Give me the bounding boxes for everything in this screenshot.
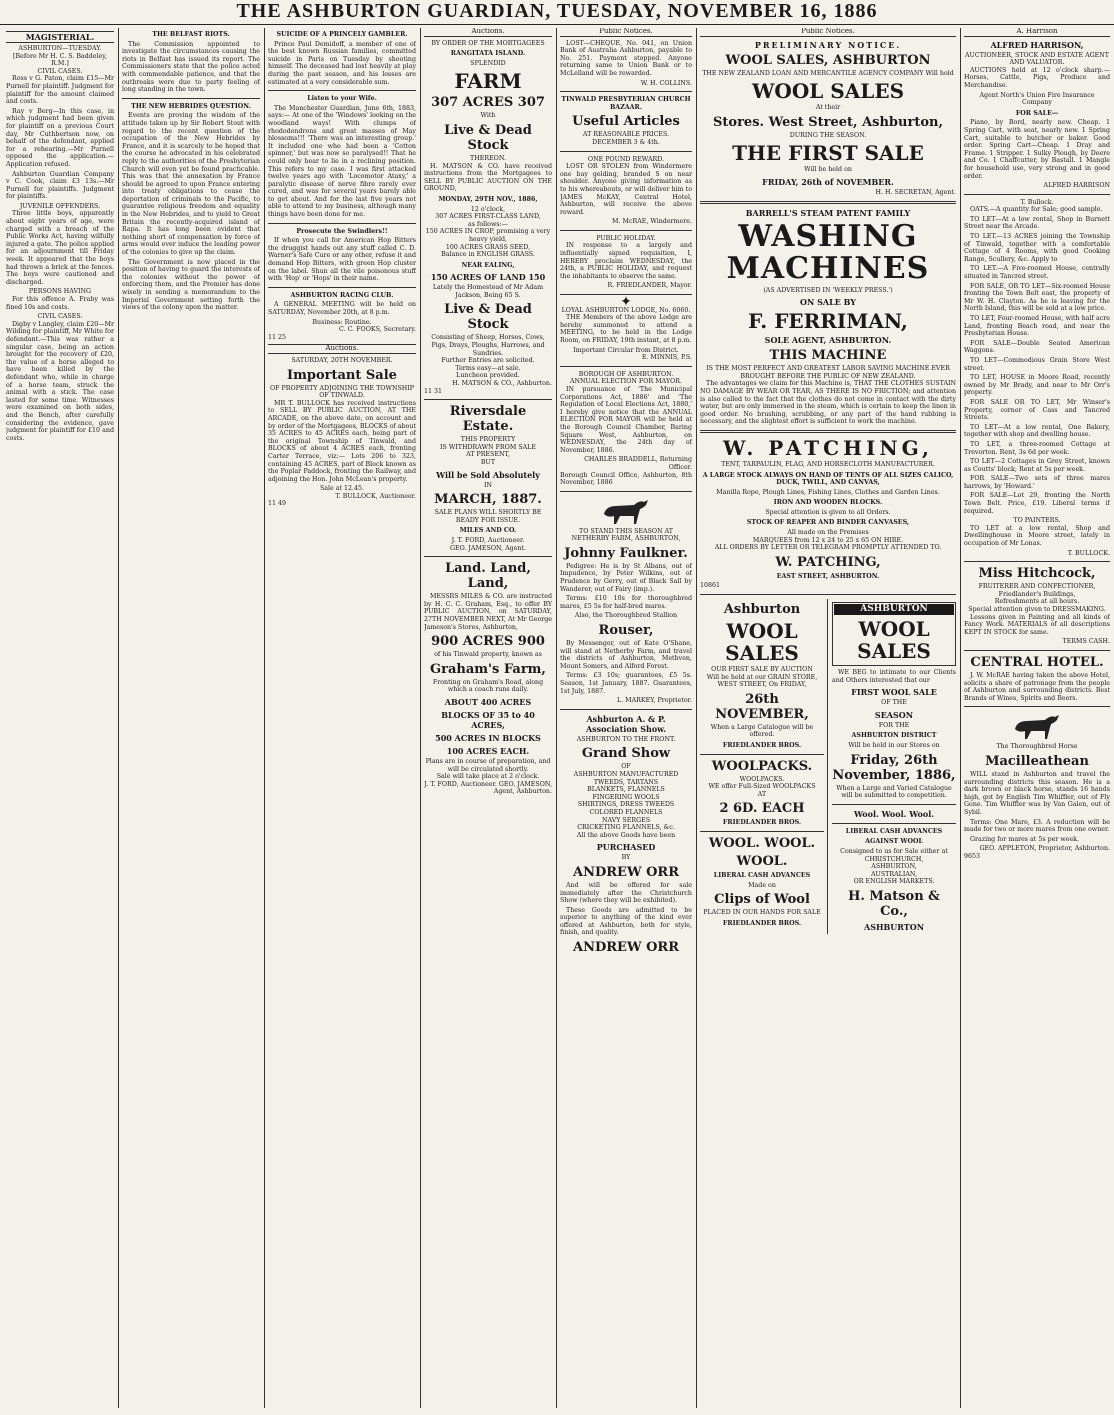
goods-item: SHIRTINGS, DRESS TWEEDS [577, 801, 675, 809]
signature: R. FRIEDLANDER, Mayor. [607, 282, 692, 290]
district: ASHBURTON DISTRICT [851, 732, 937, 740]
live-dead-stock: Live & Dead Stock [444, 122, 532, 153]
agent: Agent North's Union Fire Insurance Company [979, 91, 1095, 107]
rouser-heading: Rouser, [598, 623, 654, 639]
during: DURING THE SEASON. [789, 131, 867, 139]
racing-signature: C. C. FOOKS, Secretary. [338, 326, 416, 334]
paragraph: Pedigree: He is by St Albans, out of Impudence, by Peter Wilkins, out of Prudence by Gerry, out of Black Sall by Wanderer, out of Fairy (imp.). [560, 562, 692, 593]
friedlander: FRIEDLANDER BROS. [722, 819, 802, 827]
goods-item: FINGERING WOOLS [592, 793, 660, 801]
special: Special attention is given to all Orders. [765, 508, 891, 516]
this-machine: THIS MACHINE [769, 348, 887, 364]
further: Further Entries are solicited. [441, 357, 535, 365]
classified-item: FOR SALE—Two sets of three mares harrows, by 'Howard.' [964, 475, 1110, 490]
manufactured: ASHBURTON MANUFACTURED [573, 770, 679, 778]
luncheon: Luncheon provided. [456, 372, 520, 380]
balance: Balance in ENGLISH GRASS. [441, 251, 535, 259]
signature: GEO. APPLETON, Proprietor, Ashburton. [979, 845, 1110, 853]
paragraph: MR T. BULLOCK has received instructions to SELL BY PUBLIC AUCTION, AT THE ARCADE, on the above date, on account and by order of the Mortgagees, BLOCKS of about 35 ACRES to 45 ACRES each, being part of the original Township of Tinwald, and BLOCKS of about 4 ACRES each, fronting Carter Terrace, viz:— Lots 206 to 323, containing 45 ACRES, part of Block known as the Poplar Paddock, fronting the Railway, and adjoining the Hon. John McLean's property. [268, 399, 416, 483]
paragraph: The advantages we claim for this Machine is, THAT THE CLOTHES SUSTAIN NO DAMAGE BY WEAR OR TEAR, AS THERE IS NO FRICTION; and attention is also called to the fact that the clothes do not come in contact with the dirty water, but are only immersed in the steam, which is certain to keep the linen in good order. No brushing, scrubbing, or any part of the hand rubbing is necessary, and the slightest effort is sufficient to work the machine. [700, 380, 956, 426]
lot: 307 ACRES FIRST-CLASS LAND, [435, 213, 541, 221]
fruiterer: FRUITERER AND CONFECTIONER, Friedlander's Buildings, [978, 583, 1096, 598]
at-their: At their [815, 104, 841, 112]
central-hotel: CENTRAL HOTEL. [970, 654, 1104, 670]
paragraph: By Messenger, out of Kate O'Shane, will stand at Netherby Farm, and travel the districts of Ashburton, Methven, Mount Somers, and Alford Forest. [560, 640, 692, 670]
paragraph: Ross v G. Paton, claim £15—Mr Purnell for plaintiff. Judgment for plaintiff for the amount claimed and costs. [6, 75, 114, 106]
wool-sales: WOOL SALES [857, 617, 931, 664]
column-divider [556, 28, 557, 1408]
macilleathean: Macilleathean [985, 753, 1089, 769]
catalogue: When a Large Catalogue will be offered. [710, 723, 814, 739]
christchurch: CHRISTCHURCH, [864, 855, 924, 863]
paragraph: Three little boys, apparently about eight years of age, were charged with a breach of the Public Works Act, having wilfully injured a gate. The police applied for an adjournment till Friday week. It appeared that the boys had thrown a brick at the fences. The boys were cautioned and discharged. [6, 210, 114, 286]
paragraph: A GENERAL MEETING will be held on SATURDAY, November 20th, at 8 p.m. [268, 301, 416, 316]
grahams-farm: Graham's Farm, [430, 661, 546, 677]
column-magisterial [6, 28, 114, 1408]
on-sale-by: ON SALE BY [800, 297, 856, 308]
civil-cases-heading: CIVIL CASES. [37, 67, 83, 75]
public-notices-heading: Public Notices. [560, 28, 692, 37]
column-divider [264, 28, 265, 1408]
placed: PLACED IN OUR HANDS FOR SALE [703, 909, 821, 917]
section-heading: Listen to your Wife. [307, 95, 377, 103]
goods-item: TWEEDS, TARTANS [593, 778, 659, 786]
plans: Plans are in course of preparation, and will be circulated shortly. [425, 757, 551, 773]
paragraph: Terms: £3 10s; guarantees, £5 5s. Season, 1st January, 1887. Guarantees, 1st July, 1887. [560, 672, 692, 695]
goods-item: CRICKETING FLANNELS, &c. [577, 824, 675, 832]
held-on: Will be held on [804, 166, 852, 174]
patching-heading: W. PATCHING, [723, 435, 933, 460]
paragraph: LOST OR STOLEN from Windermere one bay gelding, branded S on near shoulder. Anyone giving information as to his whereabouts, or will deliver him to JAMES McKAY, Central Hotel, Ashburton, will receive the above reward. [560, 163, 692, 216]
holiday-heading: PUBLIC HOLIDAY. [596, 234, 656, 242]
hitchcock-heading: Miss Hitchcock, [978, 566, 1096, 582]
signature: M. McRAE, Windermere. [612, 218, 692, 226]
blocks: BLOCKS OF 35 to 40 ACRES, [441, 709, 535, 730]
patching-items: Manilla Rope, Plough Lines, Fishing Lines, Clothes and Garden Lines. [716, 488, 940, 496]
above: All the above Goods have been [576, 831, 676, 839]
andrew-orr: ANDREW ORR [572, 940, 679, 956]
sale-place: Sale will take place at 2 o'clock. [436, 773, 540, 781]
section-heading: THE NEW HEBRIDES QUESTION. [131, 102, 251, 110]
held-stores: Will be held in our Stores on [848, 742, 940, 749]
withdrawn: IS WITHDRAWN FROM SALE [440, 443, 536, 451]
advertised: (AS ADVERTISED IN 'WEEKLY PRESS.') [763, 286, 893, 294]
signature: ALFRED HARRISON [1043, 182, 1110, 190]
sold-absolutely: Will be Sold Absolutely [436, 469, 540, 480]
election-heading: ANNUAL ELECTION FOR MAYOR. [569, 378, 683, 386]
bazaar-heading: TINWALD PRESBYTERIAN CHURCH BAZAAR. [561, 96, 691, 111]
classified-item: FOR SALE OR TO LET, Mr Winser's Property, corner of Cass and Tancred Streets. [964, 398, 1110, 422]
borough-heading: BOROUGH OF ASHBURTON. [578, 370, 674, 378]
paragraph: The Government is now placed in the position of having to guard the interests of the colonies without the power of enforcing them, and the Premier has done wisely in sending a memorandum to the Imperial Government setting forth the views of the colony upon the matter. [122, 258, 260, 312]
wool-sales: WOOL SALES [725, 619, 799, 666]
paragraph: H. MATSON & CO. have received instructions from the Mortgagees to SELL BY PUBLIC AUCTION ON THE GROUND, [424, 162, 552, 193]
marquees: MARQUEES from 12 x 24 to 25 x 65 ON HIRE. [752, 536, 904, 544]
paragraph: MESSRS MILES & CO. are instructed by H. C. C. Graham, Esq., to offer BY PUBLIC AUCTION, on SATURDAY, 27TH NOVEMBER NEXT, At Mr George Jameson's Stores, Ashburton, [424, 593, 552, 631]
clips: Clips of Wool [714, 892, 810, 908]
east-street: EAST STREET, ASHBURTON. [776, 572, 880, 580]
sale-date: MONDAY, 29TH NOV., 1886, [438, 195, 538, 203]
acres-100: 100 ACRES EACH. [446, 745, 530, 756]
wool-wool-wool: Wool. Wool. Wool. [853, 808, 935, 819]
reward-heading: ONE POUND REWARD. [587, 155, 665, 163]
column-auctions [424, 28, 552, 1408]
about-400: ABOUT 400 ACRES [444, 696, 532, 707]
masthead-rule [0, 24, 1114, 25]
miles-and-co: MILES AND CO. [459, 527, 517, 535]
friedlander: FRIEDLANDER BROS. [722, 919, 802, 927]
paragraph: IN pursuance of 'The Municipal Corporations Act, 1886' and 'The Regulation of Local Elections Act, 1880,' I hereby give notice that the ANNUAL ELECTION FOR MAYOR will be held at the Borough Council Chamber, Baring Square West, Ashburton, on WEDNESDAY, the 24th day of November, 1886. [560, 385, 692, 454]
paragraph: The Manchester Guardian, June 6th, 1883, says:— At one of the 'Windows' looking on the woodland ways! With clumps of rhododendrons and great masses of May blossoms!!! 'There was an interesting group.' It included one who had been a 'Cotton spinner,' but was now so paralysed!! That he could only bear to lie in a reclining position. This refers to my case. I was first attacked twelve years ago with 'Locomotor Ataxy,' a paralytic disease of nerve fibre rarely ever cured, and was for several years barely able to get about. And for the last five years not able to attend to my business, although many things have been done for me. [268, 104, 416, 219]
sale-date: SATURDAY, 20TH NOVEMBER. [291, 356, 393, 364]
column-divider [420, 28, 421, 1408]
classified-item: TO LET—2 Cottages in Grey Street, known as Coutts' block; Rent at 5s per week. [964, 458, 1110, 473]
at: AT [757, 790, 767, 798]
classified-item: OATS.—A quantity for Sale; good sample. [970, 206, 1103, 214]
paragraph: Prince Paul Demidoff, a member of one of the best known Russian families, committed suicide in Paris on Tuesday by shooting himself. The deceased had lost heavily at play during the past season, and his losses are estimated at a very considerable sum. [268, 40, 416, 86]
section-heading: THE BELFAST RIOTS. [152, 31, 230, 38]
classified-item: TO LET, HOUSE in Moore Road, recently owned by Mr Brady, and near to Mr Orr's property. [964, 374, 1110, 397]
consigned: Consigned to us for Sale either at [840, 847, 948, 855]
paragraph: Piano, by Bord, nearly new. Cheap. 1 Spring Cart, with seat, nearly new. 1 Spring Cart, suitable to butcher or baker. Good order. Spring Cart—Cheap. 1 Dray and Frame. 1 Stripper. 1 Sulky Plough, by Deere and Co. 1 Chaffcutter, by Bastall. 1 Mangle for household use, very strong and in good order. [964, 119, 1110, 180]
splendid: SPLENDID [470, 59, 506, 67]
column-classifieds [964, 28, 1110, 1408]
paragraph: Terms: £10 10s for thoroughbred mares, £5 5s for half-bred mares. [560, 595, 692, 610]
terms-cash: TERMS CASH. [1062, 638, 1110, 646]
of-property: OF PROPERTY ADJOINING THE TOWNSHIP OF TINWALD. [270, 384, 414, 400]
near-ealing: NEAR EALING, [461, 261, 515, 269]
price: 2 6D. EACH [719, 801, 805, 817]
follows: as follows:— [468, 220, 508, 228]
section-heading: SUICIDE OF A PRINCELY GAMBLER. [276, 31, 408, 38]
signature: L. MARKEY, Proprietor. [616, 697, 692, 705]
column-divider [118, 28, 119, 1408]
dressmaking: Special attention given to DRESSMAKING. [968, 606, 1106, 613]
fronting: Fronting on Graham's Road, along which a coach runs daily. [432, 678, 544, 694]
against: AGAINST WOOL [865, 838, 923, 846]
column-divider [696, 28, 697, 1408]
paragraph: Events are proving the wisdom of the attitude taken up by Sir Robert Stout with regard to the recent question of the occupation of the New Hebrides by France, and it is scarcely to be hoped that the course he advocated in his celebrated reply to the authorities of the Presbyterian Church will even yet be found practicable. This was that the annexation by France should be agreed to upon France entering into treaty obligations to cease the deportation of criminals to the Pacific, to guarantee religious freedom and equality in the New Hebrides, and to yield to Great Britain the recently-acquired island of Rapa. It has long been evident that nothing short of compensation by force of arms would ever induce the leading power of the colonies to give up the claim. [122, 112, 260, 257]
rouser-also: Also, the Thoroughbred Stallion [574, 612, 678, 620]
riversdale-heading: Riversdale Estate. [449, 404, 527, 435]
classified-item: TO LET—At a low rental, One Bakery, together with shop and dwelling house. [964, 423, 1110, 439]
large-catalogue: When a Large and Varied Catalogue will be submitted to competition. [836, 784, 952, 800]
for-the: FOR THE [878, 721, 910, 729]
auctions-heading: Auctions. [424, 28, 552, 37]
racing-heading: ASHBURTON RACING CLUB. [290, 291, 394, 299]
paragraph: For this offence A. Fraby was fined 10s and costs. [6, 296, 114, 311]
harrison-name: ALFRED HARRISON, [990, 39, 1084, 50]
march-1887: MARCH, 1887. [434, 492, 542, 508]
horse-illustration [1007, 711, 1067, 741]
grand-show: Grand Show [581, 746, 671, 762]
we-offer: WE offer Full-Sized WOOLPACKS [708, 783, 816, 791]
company: THE NEW ZEALAND LOAN AND MERCANTILE AGENCY COMPANY Will hold [702, 69, 954, 77]
consisting: Consisting of Sheep, Horses, Cows, Pigs, Drays, Ploughs, Harrows, and Sundries. [431, 334, 545, 357]
column-public-notices [560, 28, 692, 1408]
column-wool-sales [700, 28, 956, 1408]
wool-sales: WOOL SALES [751, 79, 905, 104]
goods-item: NAVY SERGES [601, 816, 651, 824]
classified-item: FOR SALE, OR TO LET—Six-roomed House fronting the Town Belt east, the property of Mr W. H. Clayton. As he is leaving for the North Island, this will be sold at a low price. [964, 282, 1110, 313]
english: OR ENGLISH MARKETS. [853, 878, 935, 886]
prices: AT REASONABLE PRICES. [582, 131, 670, 139]
wool-wool: WOOL. WOOL. [708, 835, 816, 851]
live-dead-stock: Live & Dead Stock [444, 302, 532, 333]
stand-heading: TO STAND THIS SEASON AT NETHERBY FARM, ASHBURTON, [571, 527, 681, 543]
classified-item: TO LET, Four-roomed House, with half acre Land, fronting Beach road, and near the Presbyterian House. [964, 315, 1110, 338]
matson: H. Matson & Co., [848, 888, 940, 919]
with: With [480, 112, 496, 120]
of: OF [621, 763, 631, 771]
first-wool: FIRST WOOL SALE [851, 687, 937, 698]
made-on: Made on [748, 881, 776, 889]
paragraph: IN response to a largely and influentially signed requisition, I, HEREBY proclaim WEDNESDAY, the 24th, a PUBLIC HOLIDAY, and request the inhabitants to observe the same. [560, 242, 692, 280]
patching-stock: A LARGE STOCK ALWAYS ON HAND OF TENTS OF ALL SIZES CALICO, DUCK, TWILL, AND CANVAS, [702, 471, 954, 487]
signature: T. BULLOCK. [1067, 549, 1110, 557]
goods-item: COLORED FLANNELS [589, 808, 663, 816]
ad-number: 10861 [700, 582, 721, 590]
wool-sales-heading: WOOL SALES, ASHBURTON [725, 52, 931, 68]
stores: Stores. West Street, Ashburton, [713, 114, 943, 130]
iron-blocks: IRON AND WOODEN BLOCKS. [773, 499, 883, 507]
ad-number: 11 25 [268, 333, 287, 341]
paragraph: WE BEG to intimate to our Clients and Others interested that our [832, 669, 956, 684]
preliminary-notice: PRELIMINARY NOTICE. [754, 39, 902, 50]
horse-illustration [596, 496, 656, 526]
magisterial-heading: MAGISTERIAL. [6, 31, 114, 43]
paragraph: THE Members of the above Lodge are hereby summoned to attend a MEETING, to be held in the Lodge Room, on FRIDAY, 19th instant, at 8 p.m. [560, 314, 692, 344]
magisterial-subhead: ASHBURTON—TUESDAY. [18, 45, 102, 52]
useful-articles: Useful Articles [572, 114, 680, 130]
classified-item: TO LET—Commodious Grain Store West street. [964, 356, 1110, 372]
classified-item: FOR SALE—Lot 29, fronting the North Town Belt. Price, £19. Liberal terms if required. [964, 492, 1110, 515]
wool: WOOL. [736, 853, 788, 869]
paragraph: WILL stand in Ashburton and travel the surrounding districts this season. He is a dark brown or black horse, stands 16 hands high, got by English Tim Whiffler, out of Fly Gone. Tim Whiffler was by Van Galen, out of Sybil. [964, 770, 1110, 816]
section-heading: CIVIL CASES. [37, 313, 83, 321]
painters: TO PAINTERS. [1013, 517, 1061, 525]
johnny-faulkner: Johnny Faulkner. [564, 545, 688, 561]
lodge-circular: Important Circular from District. [573, 346, 679, 354]
ashburton: ASHBURTON [863, 921, 925, 932]
section-heading: JUVENILE OFFENDERS. [19, 202, 101, 210]
by-order: BY ORDER OF THE MORTGAGEES [431, 39, 545, 47]
most-perfect: IS THE MOST PERFECT AND GREATEST LABOR SAVING MACHINE EVER BROUGHT BEFORE THE PUBLIC OF NEW ZEALAND. [706, 365, 950, 380]
classified-item: TO LET at a low rental, Shop and Dwellinghouse in Moore street, lately in occupation of Mr Lonas. [964, 524, 1110, 548]
sale-time: 12 o'clock, [470, 205, 506, 213]
signature: CHARLES BRADDELL, Returning Officer. [584, 456, 692, 471]
crop: 150 ACRES IN CROP, promising a very heavy yield, [425, 228, 551, 243]
classified-item: TO LET—At a low rental, Shop in Burnett Street near the Arcade. [964, 215, 1110, 231]
paragraph: Grazing for mares at 5s per week. [970, 835, 1079, 843]
ferriman: F. FERRIMAN, [748, 309, 908, 334]
signature: E. MINNIS, P.S. [641, 354, 692, 362]
sale-signature: T. BULLOCK, Auctioneer. [335, 492, 416, 500]
woolpacks-sub: WOOLPACKS. [739, 775, 785, 783]
agent: GEO. JAMESON, Agent. [449, 544, 527, 552]
ashburton-banner: ASHBURTON [834, 604, 954, 615]
patching-trade: TENT, TARPAULIN, FLAG, AND HORSECLOTH MANUFACTURER. [721, 460, 935, 468]
refreshments: Refreshments at all hours. [994, 598, 1080, 606]
column-news [122, 28, 260, 1408]
grain-store: Will be held at our GRAIN STORE, WEST STREET, On FRIDAY, [706, 673, 818, 689]
friedlander: FRIEDLANDER BROS. [722, 742, 802, 749]
purchased: PURCHASED [596, 842, 656, 853]
paragraph: And will be offered for sale immediately after the Christchurch Show (where they will be exhibited). [560, 881, 692, 905]
sale-time: Sale at 12.45. [319, 485, 365, 493]
nov-26: 26th NOVEMBER, [715, 691, 809, 722]
classified-item: TO LET.—13 ACRES joining the Township of Tinwald, together with a comfortable Cottage of 4 Rooms, with good Cooking Range, Scullery, &c. Apply to [964, 233, 1110, 263]
liberal: LIBERAL CASH ADVANCES [845, 827, 943, 835]
racing-business: Business: Routine. [312, 318, 372, 326]
in: IN [484, 481, 492, 489]
election-date: Borough Council Office, Ashburton, 8th November, 1886 [560, 471, 692, 487]
section-heading: Prosecute the Swindlers!! [296, 227, 388, 235]
important-sale-heading: Important Sale [287, 367, 397, 383]
paragraph: J. W. McRAE having taken the above Hotel, solicits a share of patronage from the people of Ashburton and surrounding districts. Best Brands of Wines, Spirits and Beers. [964, 671, 1110, 702]
first-sale: THE FIRST SALE [732, 141, 924, 166]
classified-item: FOR SALE—Double Seated American Waggons. [964, 339, 1110, 355]
column-divider [960, 28, 961, 1408]
paragraph: Digby v Langley, claim £20—Mr Wilding for plaintiff, Mr White for defendant.—This was rather a singular case, being an action brought for the recovery of £20, the value of a horse alleged to have been killed by the defendant who, while in charge of a horse team, struck the animal with a stick. The case lasted for some time. Witnesses were examined on both sides, and the Bench, after carefully considering the evidence, gave judgment for plaintiff for £10 and costs. [6, 320, 114, 442]
premises: All made on the Premises [787, 529, 869, 537]
paragraph: The Commission appointed to investigate the circumstances causing the riots in Belfast has issued its report. The Commissioners state that the police acted with commendable patience, and that the outbreaks were due to party feeling of long standing in the town. [122, 40, 260, 94]
farm-heading: FARM [454, 69, 522, 94]
ashburton: Ashburton [723, 602, 801, 618]
friday-date: FRIDAY, 26th of NOVEMBER. [762, 176, 894, 187]
sole-agent: SOLE AGENT, ASHBURTON. [764, 335, 892, 346]
acres-150: 150 ACRES OF LAND 150 [430, 272, 546, 283]
harrison-heading: A. Harrison [964, 28, 1110, 37]
but: BUT [480, 459, 496, 466]
reaper: STOCK OF REAPER AND BINDER CANVASES, [746, 519, 910, 527]
front: ASHBURTON TO THE FRONT. [576, 735, 676, 743]
signature: H. H. SECRETAN, Agent. [875, 188, 956, 196]
for-sale: FOR SALE— [1015, 109, 1059, 117]
orders: ALL ORDERS BY LETTER OR TELEGRAM PROMPTLY ATTENDED TO. [714, 544, 942, 552]
dates: DECEMBER 3 & 4th. [592, 138, 660, 146]
friday-date: Friday, 26th November, 1886, [832, 752, 956, 783]
liberal: LIBERAL CASH ADVANCES [713, 871, 811, 879]
paragraph: Ashburton Guardian Company v C. Cook, claim £3 13s.—Mr Purnell for plaintiffs. Judgment for plaintiffs. [6, 170, 114, 201]
this-property: THIS PROPERTY [460, 436, 516, 444]
goods-item: BLANKETS, FLANNELS [587, 786, 665, 794]
at-present: AT PRESENT, [466, 451, 510, 459]
thoroughbred: The Thoroughbred Horse [996, 743, 1078, 751]
patching-heading: W. PATCHING, [775, 554, 881, 570]
auctioneer: J. T. FORD, Auctioneer. [451, 536, 525, 544]
australian: AUSTRALIAN, [871, 870, 917, 878]
column-articles [268, 28, 416, 1408]
classified-item: TO LET, a three-roomed Cottage at Trevorton. Rent, 3s 6d per week. [964, 440, 1110, 456]
ashburton: ASHBURTON, [871, 863, 917, 871]
lodge-emblem: ✦ [620, 294, 632, 311]
paragraph: Ray v Berg—In this case, in which judgment had been given for plaintiff on a previous Court day, Mr Cuthbertson now, on behalf of the defendant, applied for a rehearing.—Mr Purnell opposed the application.—Application refused. [6, 107, 114, 168]
paragraph: Terms: One Mare, £3. A reduction will be made for two or more mares from one owner. [964, 818, 1110, 834]
season: SEASON [874, 709, 914, 720]
signature: W. H. COLLINS. [640, 79, 692, 87]
ad-number: 9653 [964, 852, 981, 860]
terms: Terms easy—at sale. [455, 364, 521, 372]
by: BY [621, 854, 631, 862]
acres-307: 307 ACRES 307 [431, 95, 545, 111]
acres-900: 900 ACRES 900 [431, 634, 545, 650]
paragraph: AUCTIONS held at 12 o'clock sharp.—Horses, Cattle, Pigs, Produce and Merchandise. [964, 66, 1110, 89]
bullock-heading: T. Bullock. [1020, 198, 1054, 206]
lately: Lately the Homestead of Mr Adam Jackson, Being 65 S. [432, 284, 544, 299]
section-heading: PERSONS HAVING [28, 288, 92, 296]
paragraph: LOST—CHEQUE, No. 041, on Union Bank of Australia Ashburton, payable to No. 251. Payment stopped. Anyone returning same to Union Bank or to McLelland will be rewarded. [560, 39, 692, 77]
paragraph: These Goods are admitted to be superior to anything of the kind ever offered at Ashburton, both for style, finish, and quality. [560, 906, 692, 937]
woolpacks: WOOLPACKS. [711, 758, 813, 774]
washing-machines: WASHING MACHINES [726, 218, 930, 286]
land-heading: Land. Land, Land, [445, 561, 531, 592]
show-heading: Ashburton A. & P. Association Show. [585, 713, 667, 734]
paragraph: If when you call for American Hop Bitters the druggist hands out any stuff called C. D. Warner's Safe Cure or any other, refuse it and demand Hop Bitters, with green Hop cluster on the label. Shun all the vile poisonous stuff with 'Hop' or 'Hops' in their name. [268, 237, 416, 283]
paragraph: Lessons given in Painting and all kinds of Fancy Work. MATERIALS of all descriptions KEPT IN STOCK for same. [964, 613, 1110, 636]
classified-item: TO LET.—A Five-roomed House, centrally situated in Tancred street. [964, 265, 1110, 281]
signature: H. MATSON & CO., Ashburton. [452, 380, 552, 388]
masthead-title: THE ASHBURTON GUARDIAN, TUESDAY, NOVEMBER 16, 1886 [236, 0, 878, 22]
grass: 100 ACRES GRASS SEED, [445, 243, 531, 251]
auctions-heading: Auctions. [268, 344, 416, 354]
public-notices-heading: Public Notices. [700, 28, 956, 37]
our-first: OUR FIRST SALE BY AUCTION [711, 666, 813, 674]
barrell-heading: BARRELL'S STEAM PATENT FAMILY [745, 207, 911, 218]
sale-plans: SALE PLANS WILL SHORTLY BE READY FOR ISSUE. [434, 509, 542, 524]
magisterial-bench: [Before Mr H. C. S. Baddeley, R.M.] [13, 52, 107, 68]
signature: J. T. FORD, Auctioneer. GEO. JAMESON, Agent, Ashburton. [424, 780, 552, 796]
island-name: RANGITATA ISLAND. [450, 50, 526, 58]
auctioneer: AUCTIONEER, STOCK AND ESTATE AGENT AND VALUATOR. [965, 51, 1109, 67]
ad-number: 11 31 [424, 387, 443, 395]
of-the: OF THE [881, 699, 907, 707]
thereon: THEREON. [470, 154, 506, 162]
acres-500: 500 ACRES IN BLOCKS [435, 732, 541, 743]
ad-number: 11 49 [268, 500, 287, 508]
lodge-heading: LOYAL ASHBURTON LODGE, No. 6060. [561, 306, 691, 314]
of-land: of his Tinwald property, known as [434, 651, 542, 659]
andrew-orr: ANDREW ORR [572, 864, 679, 880]
